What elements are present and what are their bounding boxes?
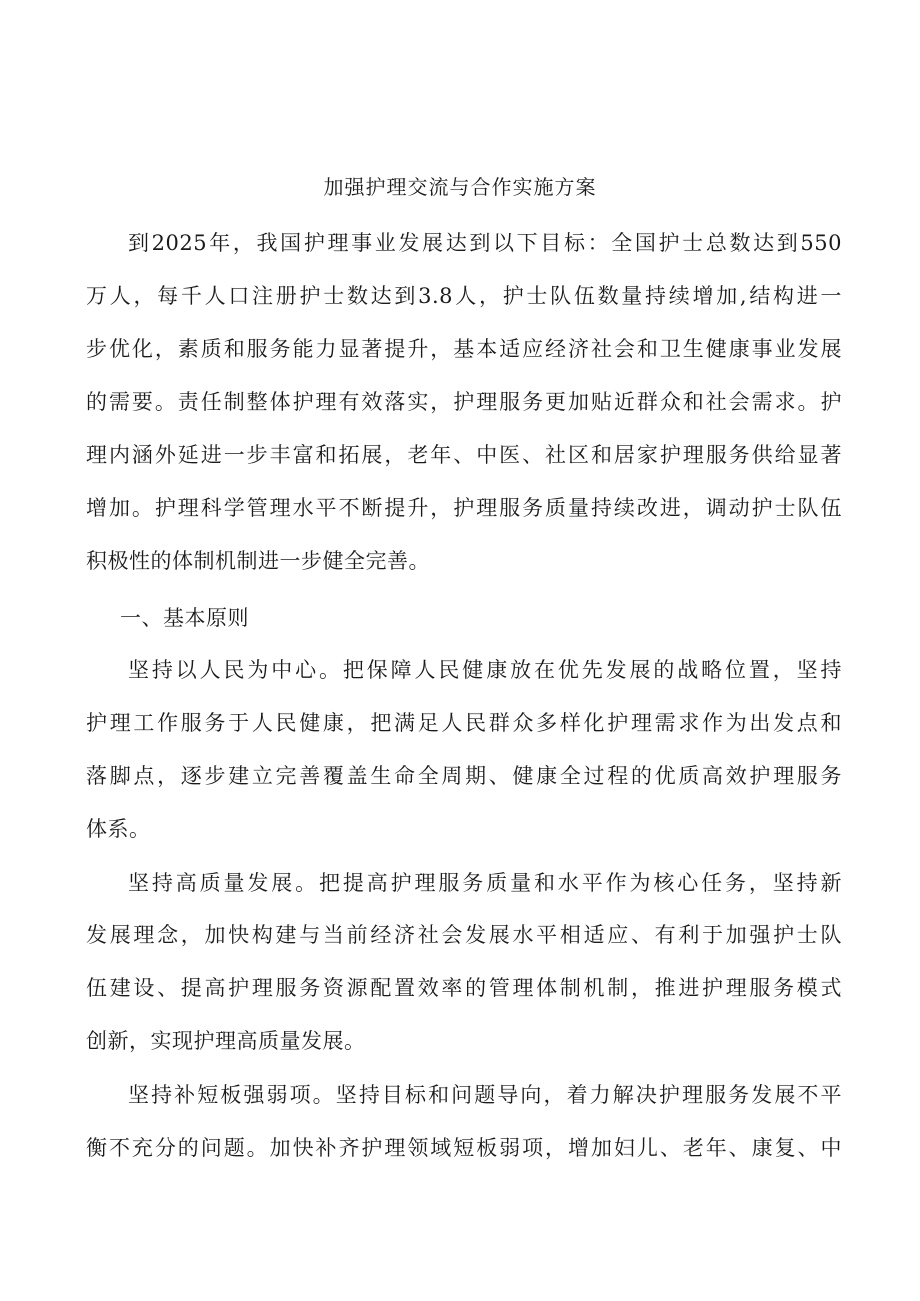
paragraph-line: 增加。护理科学管理水平不断提升，护理服务质量持续改进，调动护士队伍: [86, 496, 842, 520]
paragraph-line: 衡不充分的问题。加快补齐护理领域短板弱项，增加妇儿、老年、康复、中: [86, 1136, 842, 1160]
paragraph-line: 伍建设、提高护理服务资源配置效率的管理体制机制，推进护理服务模式: [86, 976, 842, 1000]
paragraph-line: 坚持以人民为中心。把保障人民健康放在优先发展的战略位置，坚持: [128, 658, 842, 682]
paragraph-line: 坚持补短板强弱项。坚持目标和问题导向，着力解决护理服务发展不平: [128, 1083, 842, 1107]
paragraph-line: 创新，实现护理高质量发展。: [86, 1029, 366, 1053]
paragraph-line: 积极性的体制机制进一步健全完善。: [86, 549, 430, 573]
paragraph-line: 护理工作服务于人民健康，把满足人民群众多样化护理需求作为出发点和: [86, 711, 842, 735]
section-heading: 一、基本原则: [120, 606, 249, 630]
paragraph-line: 步优化，素质和服务能力显著提升，基本适应经济社会和卫生健康事业发展: [86, 337, 842, 361]
paragraph-line: 理内涵外延进一步丰富和拓展，老年、中医、社区和居家护理服务供给显著: [86, 443, 842, 467]
paragraph-line: 万人，每千人口注册护士数达到3.8人，护士队伍数量持续增加,结构进一: [86, 284, 842, 308]
paragraph-line: 落脚点，逐步建立完善覆盖生命全周期、健康全过程的优质高效护理服务: [86, 764, 842, 788]
paragraph-line: 到2025年，我国护理事业发展达到以下目标：全国护士总数达到550: [128, 231, 842, 255]
paragraph-line: 坚持高质量发展。把提高护理服务质量和水平作为核心任务，坚持新: [128, 871, 842, 895]
paragraph-line: 发展理念，加快构建与当前经济社会发展水平相适应、有利于加强护士队: [86, 923, 842, 947]
paragraph-line: 体系。: [86, 817, 151, 841]
document-title: 加强护理交流与合作实施方案: [323, 175, 597, 199]
paragraph-line: 的需要。责任制整体护理有效落实，护理服务更加贴近群众和社会需求。护: [86, 390, 842, 414]
